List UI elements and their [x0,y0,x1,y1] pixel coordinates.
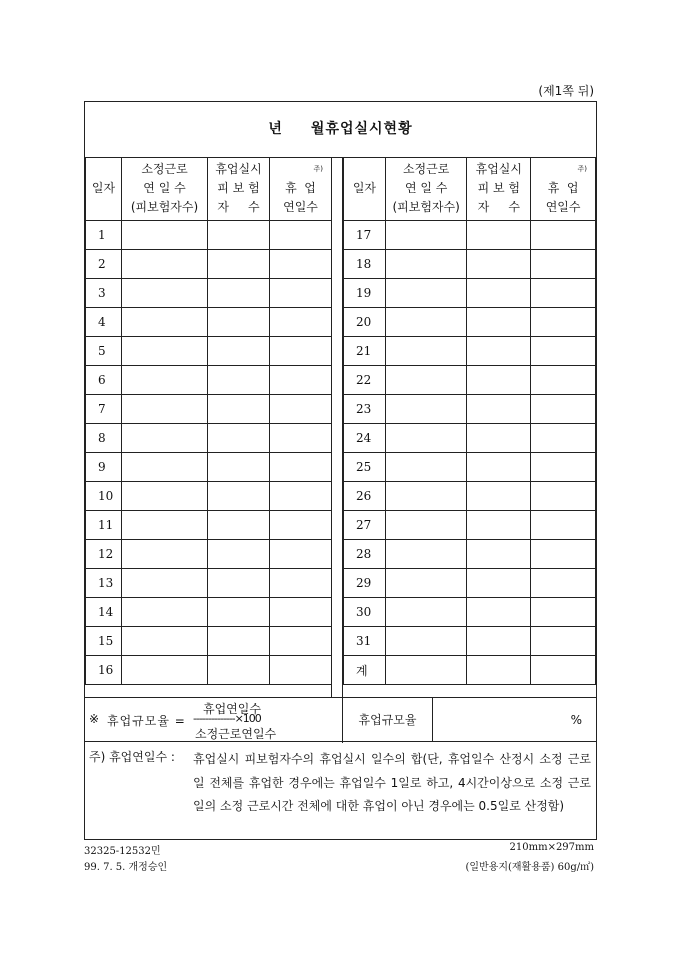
table-row [344,279,596,308]
suspension-days-cell[interactable] [531,627,596,656]
scheduled-days-cell[interactable] [385,482,467,511]
insured-count-cell[interactable] [208,598,270,627]
day-cell: 9 [86,453,122,482]
table-row [86,540,332,569]
insured-count-cell[interactable] [208,279,270,308]
footnote-body: 휴업실시 피보험자수의 휴업실시 일수의 합(단, 휴업일수 산정시 소정 근로일 전체를 휴업한 경우에는 휴업일수 1일로 하고, 4시간이상으로 소정 근로일의 소정 근로시간 전체에 대한 휴업이 아닌 경우에는 0.5일로 산정함) [193,752,591,813]
header-day: 일자 [344,158,386,221]
insured-count-cell[interactable] [467,279,531,308]
table-row [344,656,596,685]
day-cell: 27 [344,511,386,540]
table-row [86,366,332,395]
day-cell: 15 [86,627,122,656]
table-row [86,221,332,250]
insured-count-cell[interactable] [467,627,531,656]
scheduled-days-cell[interactable] [122,598,208,627]
day-cell: 10 [86,482,122,511]
suspension-days-cell[interactable] [531,424,596,453]
day-cell: 28 [344,540,386,569]
table-row [86,395,332,424]
scheduled-days-cell[interactable] [122,395,208,424]
insured-count-cell[interactable] [208,308,270,337]
footnote [85,742,596,840]
insured-count-cell[interactable] [208,366,270,395]
suspension-days-cell[interactable] [531,337,596,366]
table-row [344,337,596,366]
title-year-unit: 년 [268,121,283,137]
day-cell: 2 [86,250,122,279]
form-title [85,102,596,158]
day-cell: 11 [86,511,122,540]
status-form [84,101,597,840]
insured-count-cell[interactable] [208,627,270,656]
table-row [344,511,596,540]
table-row [344,540,596,569]
day-cell: 21 [344,337,386,366]
scheduled-days-cell[interactable] [122,656,208,685]
day-cell: 3 [86,279,122,308]
suspension-days-cell[interactable] [531,308,596,337]
table-row [344,395,596,424]
table-row [344,627,596,656]
scheduled-days-cell[interactable] [385,598,467,627]
insured-count-cell[interactable] [208,250,270,279]
scheduled-days-cell[interactable] [122,482,208,511]
table-row [86,598,332,627]
suspension-days-cell[interactable] [531,279,596,308]
table-row [86,424,332,453]
day-cell: 22 [344,366,386,395]
scheduled-days-cell[interactable] [385,569,467,598]
table-row [86,453,332,482]
suspension-days-cell[interactable] [270,482,332,511]
table-row [344,250,596,279]
table-row [344,453,596,482]
day-cell: 23 [344,395,386,424]
suspension-days-cell[interactable] [270,598,332,627]
note-mark: ※ [89,712,100,726]
table-row [86,308,332,337]
scheduled-days-cell[interactable] [122,308,208,337]
day-cell: 18 [344,250,386,279]
approval-date: 99. 7. 5. 개정승인 [84,862,168,873]
table-row [86,250,332,279]
scheduled-days-cell[interactable] [385,511,467,540]
day-cell: 20 [344,308,386,337]
insured-count-cell[interactable] [467,511,531,540]
scheduled-days-cell[interactable] [385,366,467,395]
insured-count-cell[interactable] [208,540,270,569]
table-row [86,569,332,598]
suspension-days-cell[interactable] [270,250,332,279]
day-cell: 8 [86,424,122,453]
header-day: 일자 [86,158,122,221]
header-suspension-days: 주) 휴 업 연일수 [531,158,596,221]
header-insured-count: 휴업실시 피 보 험 자 수 [208,158,270,221]
suspension-days-cell[interactable] [270,395,332,424]
suspension-days-cell[interactable] [270,453,332,482]
suspension-days-cell[interactable] [531,250,596,279]
day-cell: 5 [86,337,122,366]
scheduled-days-cell[interactable] [122,511,208,540]
day-cell: 계 [344,656,386,685]
suspension-days-cell[interactable] [270,366,332,395]
scheduled-days-cell[interactable] [122,453,208,482]
insured-count-cell[interactable] [208,424,270,453]
day-cell: 24 [344,424,386,453]
suspension-days-cell[interactable] [270,511,332,540]
day-cell: 29 [344,569,386,598]
suspension-days-cell[interactable] [270,308,332,337]
insured-count-cell[interactable] [467,366,531,395]
day-cell: 13 [86,569,122,598]
title-month-text: 월휴업실시현황 [310,121,413,137]
form-code: 32325-12532민 [84,846,161,857]
suspension-days-cell[interactable] [531,395,596,424]
day-cell: 12 [86,540,122,569]
insured-count-cell[interactable] [208,395,270,424]
day-cell: 1 [86,221,122,250]
ratio-result-field[interactable] [433,698,596,742]
day-cell: 16 [86,656,122,685]
suspension-days-cell[interactable] [531,540,596,569]
day-cell: 6 [86,366,122,395]
suspension-days-cell[interactable] [270,656,332,685]
table-row [86,656,332,685]
ratio-result-label: 휴업규모율 [343,698,433,742]
scheduled-days-cell[interactable] [122,569,208,598]
table-row [344,598,596,627]
day-cell: 17 [344,221,386,250]
table-row [344,221,596,250]
scheduled-days-cell[interactable] [385,424,467,453]
suspension-days-cell[interactable] [531,482,596,511]
insured-count-cell[interactable] [208,511,270,540]
suspension-days-cell[interactable] [270,279,332,308]
scheduled-days-cell[interactable] [385,279,467,308]
page-label: (제1쪽 뒤) [538,84,594,98]
insured-count-cell[interactable] [467,482,531,511]
ratio-formula-label: 휴업규모율 = [107,714,186,728]
scheduled-days-cell[interactable] [122,366,208,395]
ratio-numerator: 휴업연일수 [203,702,261,716]
scheduled-days-cell[interactable] [122,627,208,656]
suspension-days-cell[interactable] [531,366,596,395]
scheduled-days-cell[interactable] [385,395,467,424]
insured-count-cell[interactable] [467,395,531,424]
table-row [344,482,596,511]
scheduled-days-cell[interactable] [385,250,467,279]
ratio-formula [85,698,343,743]
table-row [86,482,332,511]
suspension-days-cell[interactable] [531,598,596,627]
insured-count-cell[interactable] [208,656,270,685]
left-table [85,157,332,685]
footnote-head: 주) 휴업연일수 : [89,750,175,764]
paper-type: (일반용지(재활용품) 60g/㎡) [465,862,594,873]
table-row [86,337,332,366]
paper-size: 210mm×297mm [509,842,594,853]
header-suspension-days: 주) 휴 업 연일수 [270,158,332,221]
left-table-header [86,158,332,221]
day-cell: 26 [344,482,386,511]
insured-count-cell[interactable] [467,540,531,569]
day-cell: 30 [344,598,386,627]
scheduled-days-cell[interactable] [385,627,467,656]
table-row [344,308,596,337]
scheduled-days-cell[interactable] [385,337,467,366]
scheduled-days-cell[interactable] [385,308,467,337]
column-gap [331,157,343,697]
day-cell: 4 [86,308,122,337]
scheduled-days-cell[interactable] [385,221,467,250]
suspension-days-cell[interactable] [270,627,332,656]
insured-count-cell[interactable] [208,453,270,482]
right-table-header [344,158,596,221]
insured-count-cell[interactable] [467,569,531,598]
day-cell: 7 [86,395,122,424]
insured-count-cell[interactable] [467,424,531,453]
insured-count-cell[interactable] [208,482,270,511]
ratio-row [85,697,596,742]
suspension-days-cell[interactable] [270,540,332,569]
scheduled-days-cell[interactable] [122,250,208,279]
scheduled-days-cell[interactable] [122,279,208,308]
insured-count-cell[interactable] [467,598,531,627]
day-cell: 14 [86,598,122,627]
suspension-days-cell[interactable] [270,337,332,366]
suspension-days-cell[interactable] [270,569,332,598]
day-cell: 25 [344,453,386,482]
header-scheduled-days: 소정근로 연 일 수 (피보험자수) [385,158,467,221]
suspension-days-cell[interactable] [531,453,596,482]
insured-count-cell[interactable] [467,656,531,685]
suspension-days-cell[interactable] [531,656,596,685]
scheduled-days-cell[interactable] [122,221,208,250]
table-row [86,627,332,656]
table-row [344,424,596,453]
scheduled-days-cell[interactable] [385,540,467,569]
scheduled-days-cell[interactable] [122,540,208,569]
scheduled-days-cell[interactable] [385,656,467,685]
insured-count-cell[interactable] [208,221,270,250]
table-row [86,511,332,540]
insured-count-cell[interactable] [208,569,270,598]
header-scheduled-days: 소정근로 연 일 수 (피보험자수) [122,158,208,221]
suspension-days-cell[interactable] [270,221,332,250]
day-cell: 19 [344,279,386,308]
suspension-days-cell[interactable] [531,221,596,250]
insured-count-cell[interactable] [467,221,531,250]
ratio-denominator: 소정근로연일수 [195,727,277,741]
suspension-days-cell[interactable] [270,424,332,453]
scheduled-days-cell[interactable] [122,424,208,453]
insured-count-cell[interactable] [467,308,531,337]
scheduled-days-cell[interactable] [385,453,467,482]
insured-count-cell[interactable] [208,337,270,366]
header-insured-count: 휴업실시 피 보 험 자 수 [467,158,531,221]
table-row [344,366,596,395]
right-table [343,157,596,685]
scheduled-days-cell[interactable] [122,337,208,366]
suspension-days-cell[interactable] [531,511,596,540]
suspension-days-cell[interactable] [531,569,596,598]
table-row [86,279,332,308]
day-cell: 31 [344,627,386,656]
insured-count-cell[interactable] [467,250,531,279]
insured-count-cell[interactable] [467,453,531,482]
percent-unit: % [570,713,582,727]
table-row [344,569,596,598]
insured-count-cell[interactable] [467,337,531,366]
ratio-fraction-line: --------------×100 [193,712,261,725]
